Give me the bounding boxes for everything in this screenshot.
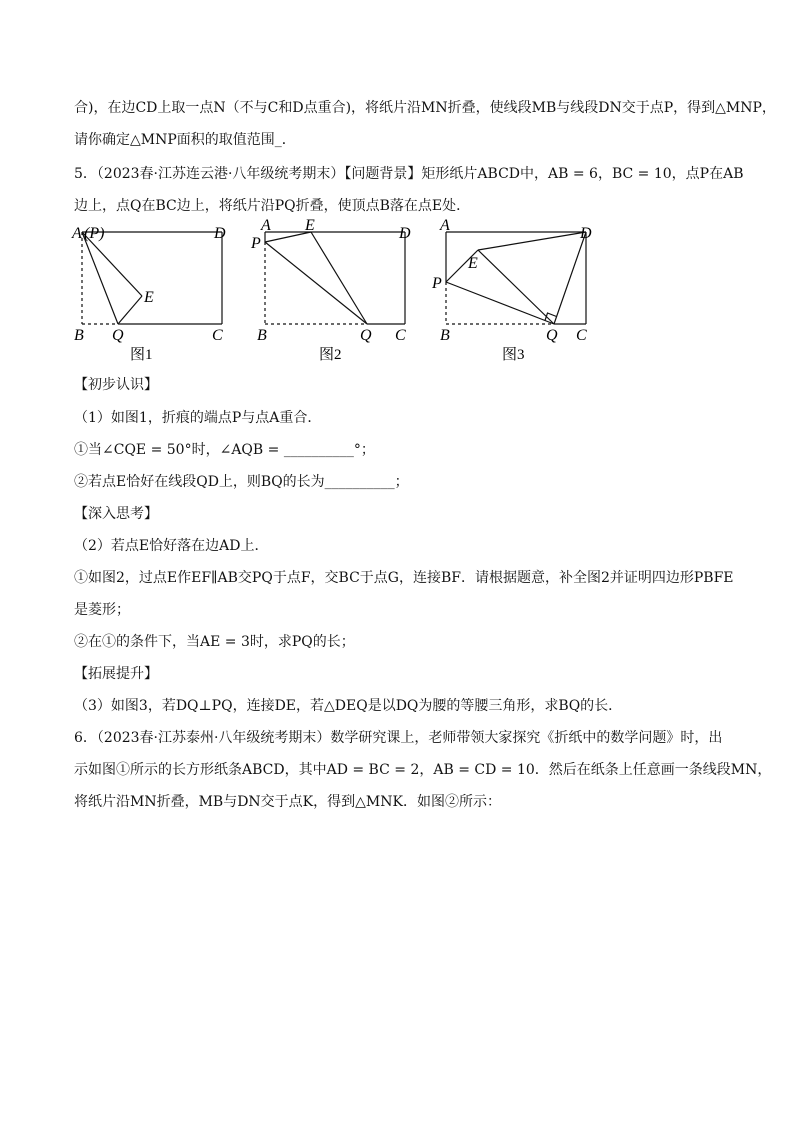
text-line-1: 合)，在边CD上取一点N（不与C和D点重合)，将纸片沿MN折叠，使线段MB与线段DN交于点P，得到△MNP， [74, 100, 776, 116]
label-e: E [468, 255, 478, 272]
label-p: P [432, 275, 442, 292]
figure-1-caption: 图1 [130, 347, 153, 363]
figure-2-caption: 图2 [319, 347, 342, 363]
label-b: B [440, 327, 450, 344]
label-c: C [576, 327, 587, 344]
label-a: A [440, 217, 450, 234]
question-5-part-2-a-line-2: 是菱形； [74, 602, 130, 618]
label-q: Q [112, 327, 124, 344]
label-b: B [74, 327, 84, 344]
segment-ed [478, 232, 586, 250]
segment-eq [311, 232, 367, 324]
question-5-part-2-b: ②在①的条件下，当AE = 3时，求PQ的长； [74, 634, 355, 650]
segment-qd [554, 232, 586, 324]
segment-eq [118, 296, 142, 324]
right-angle-mark [545, 313, 557, 321]
question-6-line-3: 将纸片沿MN折叠，MB与DN交于点K，得到△MNK．如图②所示： [74, 794, 501, 810]
label-a: A [261, 217, 271, 234]
figure-2 [245, 217, 425, 365]
label-a: A [72, 225, 82, 242]
label-d: D [399, 225, 411, 242]
question-5-part-1-a: ①当∠CQE = 50°时，∠AQB = __________°； [74, 442, 375, 458]
question-5-line-2: 边上，点Q在BC边上，将纸片沿PQ折叠，使顶点B落在点E处． [74, 198, 471, 214]
figure-3-caption: 图3 [502, 347, 525, 363]
question-5-part-2-a-line-1: ①如图2，过点E作EF∥AB交PQ于点F，交BC于点G，连接BF．请根据题意，补全图2并证明四边形PBFE [74, 570, 734, 586]
fold-line-aq [82, 232, 118, 324]
figure-1 [60, 220, 240, 365]
label-c: C [395, 327, 406, 344]
label-p: (P) [84, 225, 105, 242]
question-5-part-1-b: ②若点E恰好在线段QD上，则BQ的长为__________； [74, 474, 409, 490]
figure-3 [428, 217, 608, 365]
fold-line-pq [446, 282, 554, 324]
label-d: D [214, 225, 226, 242]
label-d: D [580, 225, 592, 242]
question-6-line-1: 6．（2023春·江苏泰州·八年级统考期末）数学研究课上，老师带领大家探究《折纸中的数学问题》时，出 [74, 730, 723, 746]
segment-eq [478, 250, 554, 324]
label-e: E [144, 289, 154, 306]
section-heading-initial: 【初步认识】 [74, 377, 158, 393]
section-heading-deep: 【深入思考】 [74, 506, 158, 522]
text-line-2: 请你确定△MNP面积的取值范围_． [74, 132, 296, 148]
label-q: Q [360, 327, 372, 344]
label-b: B [257, 327, 267, 344]
section-heading-extension: 【拓展提升】 [74, 666, 158, 682]
question-5-part-3: （3）如图3，若DQ⊥PQ，连接DE，若△DEQ是以DQ为腰的等腰三角形，求BQ的长． [74, 698, 623, 714]
question-5-part-1: （1）如图1，折痕的端点P与点A重合． [74, 410, 322, 426]
question-6-line-2: 示如图①所示的长方形纸条ABCD，其中AD = BC = 2，AB = CD = 10．然后在纸条上任意画一条线段MN， [74, 762, 772, 778]
label-p: P [251, 235, 261, 252]
question-5-part-2: （2）若点E恰好落在边AD上． [74, 538, 269, 554]
label-c: C [212, 327, 223, 344]
fold-line-pq [265, 242, 367, 324]
question-5-line-1: 5．（2023春·江苏连云港·八年级统考期末）【问题背景】矩形纸片ABCD中，AB = 6，BC = 10，点P在AB [74, 166, 744, 182]
label-q: Q [546, 327, 558, 344]
label-e: E [305, 217, 315, 234]
